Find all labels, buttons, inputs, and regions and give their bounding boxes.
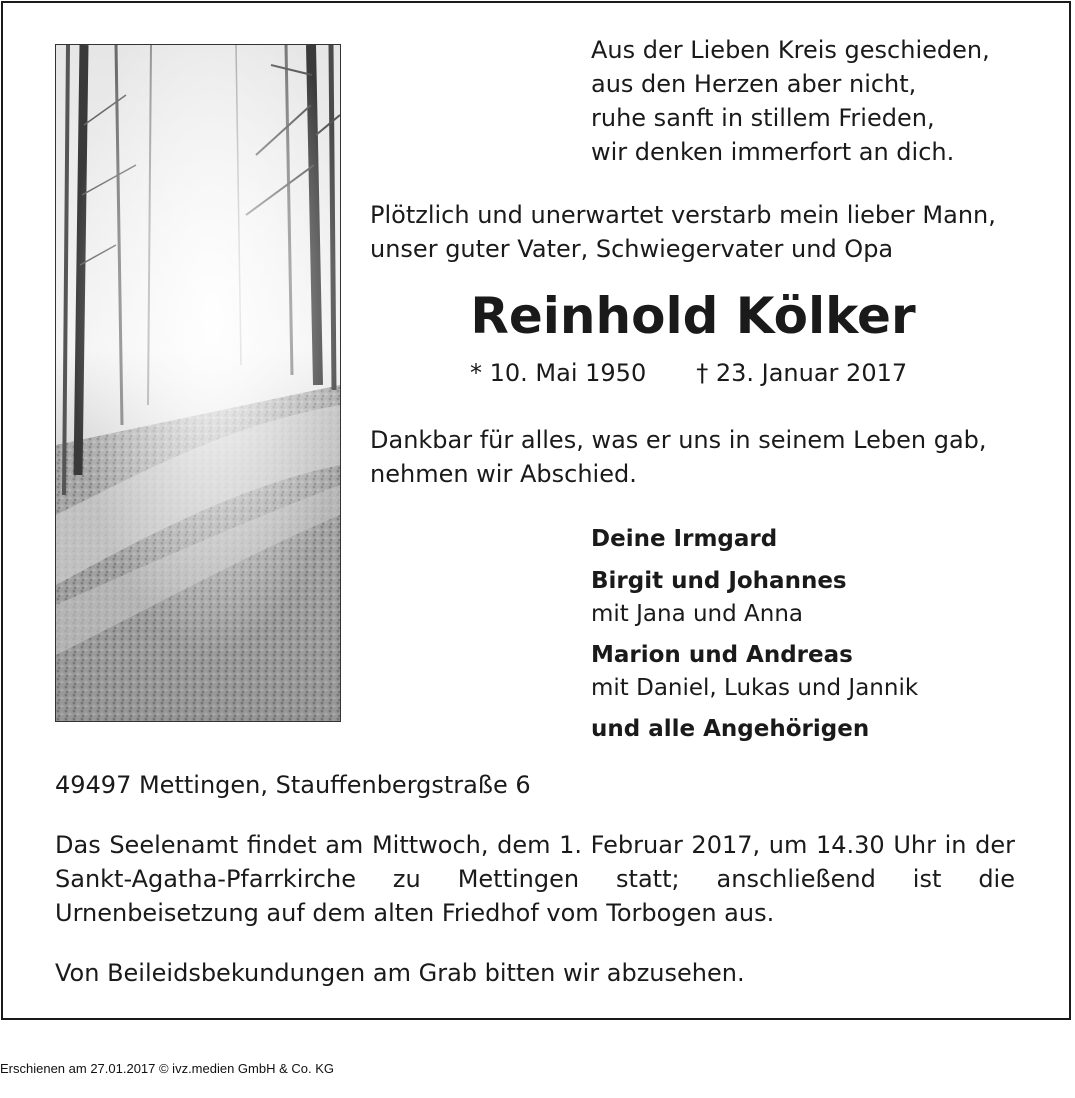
mourners-list: [591, 522, 918, 746]
mourner-name: und alle Angehörigen: [591, 716, 870, 742]
mourner-name: Marion und Andreas: [591, 642, 853, 668]
death-date: † 23. Januar 2017: [696, 359, 908, 387]
death-announcement: [370, 198, 996, 266]
deceased-name: Reinhold Kölker: [470, 287, 916, 345]
poem-line: ruhe sanft in stillem Frieden,: [591, 104, 935, 132]
intro-line: unser guter Vater, Schwiegervater und Opa: [370, 235, 894, 263]
thanks-line: nehmen wir Abschied.: [370, 460, 637, 488]
closing-note: Von Beileidsbekundungen am Grab bitten wir abzusehen.: [55, 959, 745, 987]
mourner-children: mit Jana und Anna: [591, 601, 804, 627]
life-dates: [470, 356, 907, 390]
birth-date: * 10. Mai 1950: [470, 359, 647, 387]
poem-line: aus den Herzen aber nicht,: [591, 70, 917, 98]
service-info: Das Seelenamt findet am Mittwoch, dem 1. Februar 2017, um 14.30 Uhr in der Sankt-Agatha-Pfarrkirche zu Mettingen statt; anschließend ist die Urnenbeisetzung auf dem alten Friedhof vom Torbogen aus.: [55, 831, 1015, 927]
intro-line: Plötzlich und unerwartet verstarb mein lieber Mann,: [370, 201, 996, 229]
farewell-text: [370, 423, 987, 491]
publication-footer: Erschienen am 27.01.2017 © ivz.medien GmbH & Co. KG: [0, 1061, 335, 1076]
mourner-children: mit Daniel, Lukas und Jannik: [591, 675, 919, 701]
mourner-name: Birgit und Johannes: [591, 568, 847, 594]
address: 49497 Mettingen, Stauffenbergstraße 6: [55, 771, 531, 799]
thanks-line: Dankbar für alles, was er uns in seinem Leben gab,: [370, 426, 987, 454]
memorial-poem: [591, 33, 990, 169]
poem-line: Aus der Lieben Kreis geschieden,: [591, 36, 990, 64]
mourner-name: Deine Irmgard: [591, 526, 778, 552]
forest-path-photo: [55, 44, 341, 722]
poem-line: wir denken immerfort an dich.: [591, 138, 955, 166]
